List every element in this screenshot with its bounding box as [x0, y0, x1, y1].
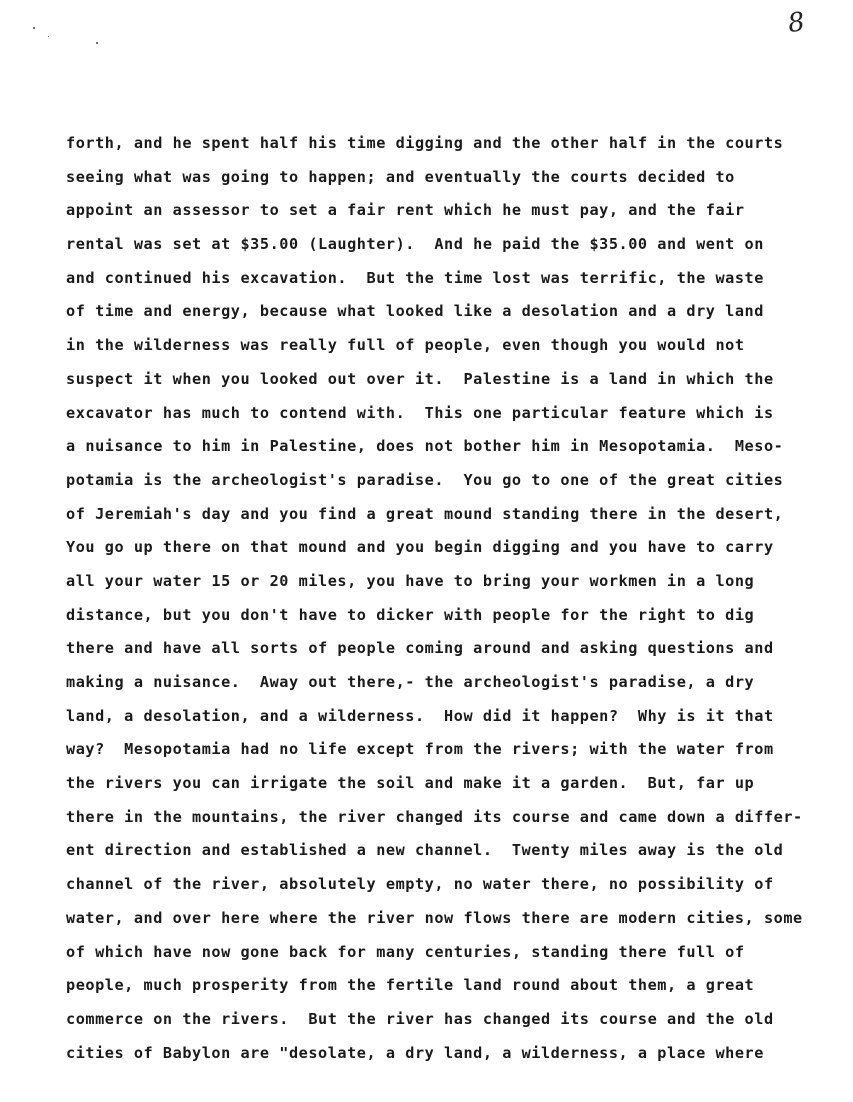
text-line: rental was set at $35.00 (Laughter). And he paid the $35.00 and went on: [66, 235, 764, 254]
text-line: channel of the river, absolutely empty, no water there, no possibility of: [66, 875, 774, 894]
text-line: way? Mesopotamia had no life except from the rivers; with the water from: [66, 740, 774, 759]
text-line: excavator has much to contend with. This one particular feature which is: [66, 403, 774, 422]
text-line: land, a desolation, and a wilderness. How did it happen? Why is it that: [66, 706, 774, 725]
text-line: making a nuisance. Away out there,- the archeologist's paradise, a dry: [66, 673, 755, 691]
text-line: a nuisance to him in Palestine, does not bother him in Mesopotamia. Meso-: [66, 437, 784, 456]
text-line: cities of Babylon are "desolate, a dry land, a wilderness, a place where: [66, 1043, 764, 1062]
text-line: of Jeremiah's day and you find a great mound standing there in the desert,: [66, 504, 784, 523]
text-line: suspect it when you looked out over it. Palestine is a land in which the: [66, 369, 774, 388]
text-line: distance, but you don't have to dicker with people for the right to dig: [66, 605, 755, 624]
text-line: in the wilderness was really full of people, even though you would not: [66, 336, 745, 355]
text-line: forth, and he spent half his time digging and the other half in the courts: [66, 134, 784, 152]
text-line: there in the mountains, the river changed its course and came down a differ-: [66, 807, 803, 826]
speck-mark: [48, 36, 49, 37]
speck-mark: [33, 27, 35, 29]
text-line: commerce on the rivers. But the river has changed its course and the old: [66, 1009, 774, 1028]
text-line: the rivers you can irrigate the soil and make it a garden. But, far up: [66, 774, 755, 793]
text-line: and continued his excavation. But the time lost was terrific, the waste: [66, 268, 764, 287]
text-line: of time and energy, because what looked like a desolation and a dry land: [66, 302, 764, 321]
typed-body-text: [66, 127, 846, 1070]
text-line: potamia is the archeologist's paradise. You go to one of the great cities: [66, 470, 784, 489]
page-number: 8: [785, 6, 807, 40]
text-line: there and have all sorts of people coming around and asking questions and: [66, 639, 774, 658]
text-line: ent direction and established a new channel. Twenty miles away is the old: [66, 841, 784, 860]
text-line: people, much prosperity from the fertile land round about them, a great: [66, 976, 755, 995]
text-line: appoint an assessor to set a fair rent which he must pay, and the fair: [66, 201, 745, 220]
text-line: of which have now gone back for many centuries, standing there full of: [66, 942, 745, 961]
text-line: seeing what was going to happen; and eventually the courts decided to: [66, 167, 735, 186]
text-line: all your water 15 or 20 miles, you have to bring your workmen in a long: [66, 571, 755, 590]
speck-mark: [96, 42, 98, 44]
text-line: water, and over here where the river now flows there are modern cities, some: [66, 908, 803, 927]
text-line: You go up there on that mound and you begin digging and you have to carry: [66, 538, 774, 557]
